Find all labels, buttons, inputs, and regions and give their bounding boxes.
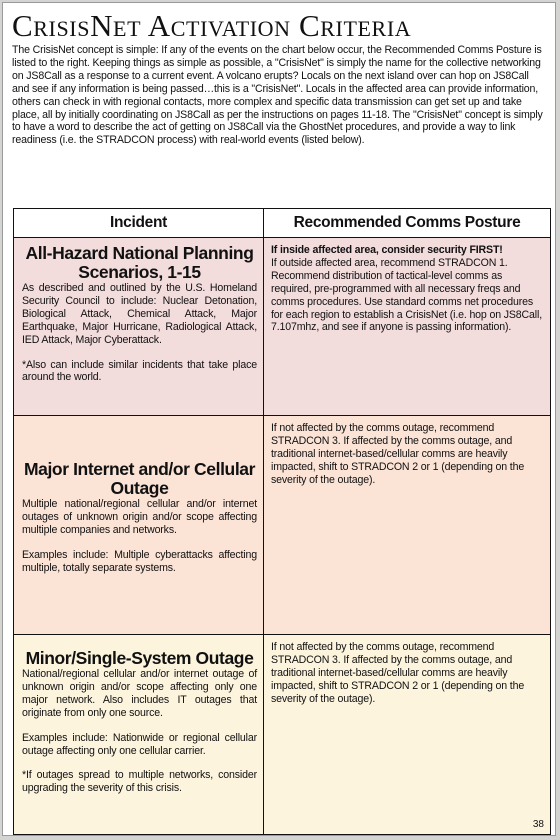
criteria-table xyxy=(13,208,551,835)
page-title: CrisisNet Activation Criteria xyxy=(12,8,412,43)
table-row xyxy=(14,635,551,835)
header-incident: Incident xyxy=(14,209,264,238)
posture-cell xyxy=(264,238,551,416)
incident-example: Examples include: Nationwide or regional cellular outage affecting only one cellular carrier. xyxy=(22,731,257,757)
incident-title: Major Internet and/or Cellular Outage xyxy=(23,459,256,498)
intro-paragraph: The CrisisNet concept is simple: If any of the events on the chart below occur, the Recommended Comms Posture is listed to the right. Keeping things as simple as possible, a "CrisisNet" is simply the name for the collective networking on JS8Call as a response to a current event. A volcano erupts? Locals on the next island over can hop on JS8Call and see if any information is being passed…this is a "CrisisNet". Locals in the affected area can provide information, others can check in with regional contacts, more complex and specific data transmission can get set up and take place, all by initially coordinating on JS8Call as per the instructions on pages 11-18. The "CrisisNet" concept is simply to have a word to describe the act of getting on JS8Call via the GhostNet procedures, and provide a way to link readiness (i.e. the STRADCON process) with real-world events (listed below). xyxy=(12,44,543,147)
incident-description: Multiple national/regional cellular and/or internet outages of unknown origin and/or scope affecting multiple companies and networks. xyxy=(22,498,257,536)
posture-text: If not affected by the comms outage, recommend STRADCON 3. If affected by the comms outage, and traditional internet-based/cellular comms are heavily impacted, shift to STRADCON 2 or 1 (depending on the severity of the outage). xyxy=(271,641,525,705)
page-number: 38 xyxy=(532,819,544,830)
incident-cell xyxy=(14,635,264,835)
posture-text: If outside affected area, recommend STRADCON 1. Recommend distribution of tactical-level comms as required, pre-programmed with all necessary freqs and comms procedures. Use standard comms net procedures for each region to establish a CrisisNet (i.e. hop on JS8Call, 7.107mhz, and see if anyone is passing information). xyxy=(271,256,542,334)
incident-title: Minor/Single-System Outage xyxy=(25,648,254,668)
posture-lead: If inside affected area, consider security FIRST! xyxy=(271,244,503,256)
posture-cell xyxy=(264,416,551,635)
incident-cell xyxy=(14,238,264,416)
document-page xyxy=(2,2,556,836)
posture-text: If not affected by the comms outage, recommend STRADCON 3. If affected by the comms outage, and traditional internet-based/cellular comms are heavily impacted, shift to STRADCON 2 or 1 (depending on the severity of the outage). xyxy=(271,422,525,486)
incident-title: All-Hazard National Planning Scenarios, 1-15 xyxy=(25,243,254,282)
table-row xyxy=(14,416,551,635)
posture-cell xyxy=(264,635,551,835)
incident-description: As described and outlined by the U.S. Homeland Security Council to include: Nuclear Detonation, Biological Attack, Chemical Attack, Major Earthquake, Major Hurricane, Radiological Attack, IED Attack, Major Cyberattack. xyxy=(22,282,257,346)
incident-note: *Also can include similar incidents that take place around the world. xyxy=(22,358,257,384)
header-comms-posture: Recommended Comms Posture xyxy=(264,209,551,238)
incident-example: Examples include: Multiple cyberattacks affecting multiple, totally separate systems. xyxy=(22,548,257,574)
table-header-row xyxy=(14,209,551,238)
table-row xyxy=(14,238,551,416)
incident-note: *If outages spread to multiple networks, consider upgrading the severity of this crisis. xyxy=(22,769,257,795)
incident-description: National/regional cellular and/or internet outage of unknown origin and/or scope affecting only one major network. Also includes IT outages that originate from only one source. xyxy=(22,668,257,719)
incident-cell xyxy=(14,416,264,635)
